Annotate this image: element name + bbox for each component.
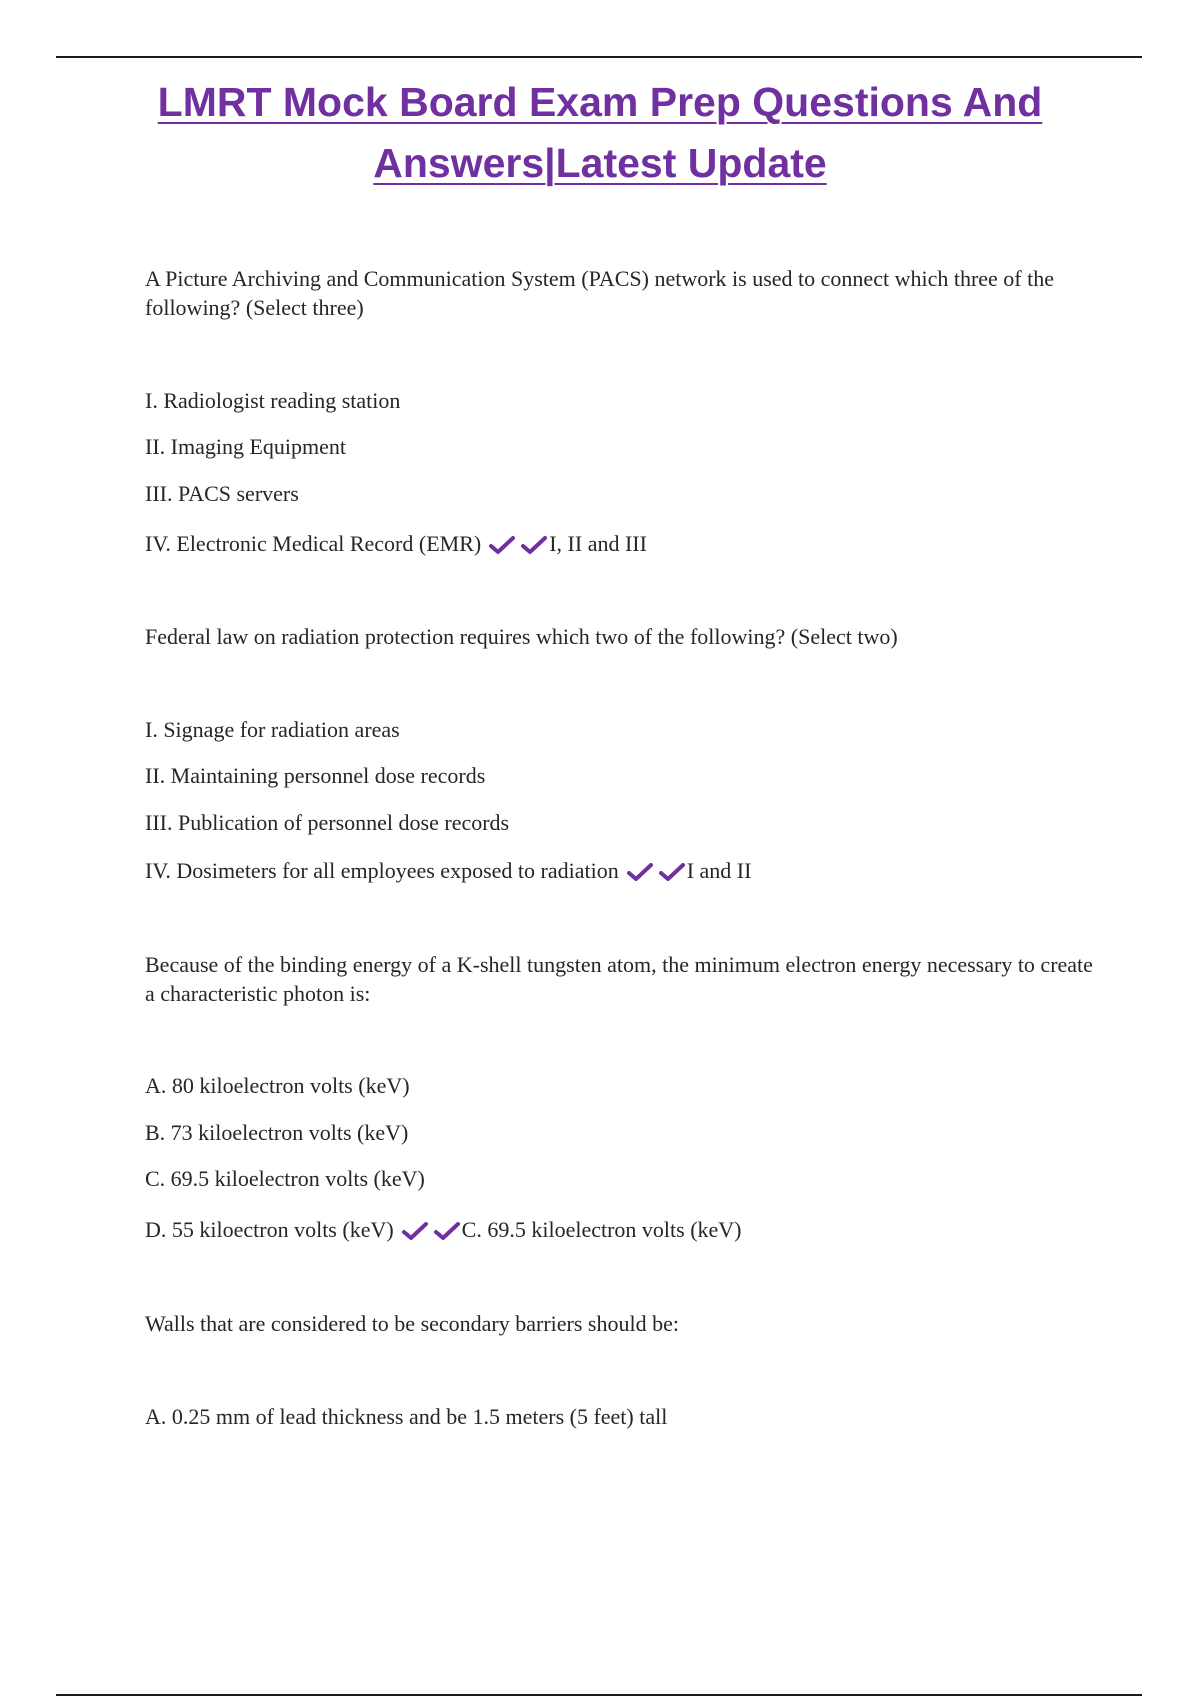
check-icon xyxy=(434,1221,460,1241)
question-1-prompt: A Picture Archiving and Communication System (PACS) network is used to connect which three of the following? (Select three) xyxy=(145,266,1055,320)
question-2-answer: I and II xyxy=(686,858,752,883)
question-4-prompt: Walls that are considered to be secondary barriers should be: xyxy=(145,1311,679,1336)
question-2-option-1: I. Signage for radiation areas xyxy=(145,717,400,742)
question-2-option-2: II. Maintaining personnel dose records xyxy=(145,763,486,788)
question-1-option-2: II. Imaging Equipment xyxy=(145,434,347,459)
question-1-answer: I, II and III xyxy=(549,531,647,556)
check-icon xyxy=(627,862,653,882)
question-2-option-3: III. Publication of personnel dose records xyxy=(145,810,510,835)
question-3-option-3: C. 69.5 kiloelectron volts (keV) xyxy=(145,1166,425,1191)
top-rule xyxy=(56,56,1142,58)
answer-checkmarks xyxy=(402,1219,460,1248)
question-2-option-4: IV. Dosimeters for all employees exposed to radiation xyxy=(145,858,619,883)
question-2-prompt: Federal law on radiation protection requires which two of the following? (Select two) xyxy=(145,624,898,649)
question-3-option-4-with-answer xyxy=(145,1215,742,1248)
check-icon xyxy=(489,535,515,555)
question-2-option-4-with-answer xyxy=(145,856,751,889)
question-1-option-4-with-answer xyxy=(145,529,647,562)
title-line-2: Answers|Latest Update xyxy=(373,140,827,186)
check-icon xyxy=(402,1221,428,1241)
question-3-prompt: Because of the binding energy of a K-shell tungsten atom, the minimum electron energy necessary to create a characteristic photon is: xyxy=(145,952,1093,1006)
document-title xyxy=(100,72,1100,194)
answer-checkmarks xyxy=(627,860,685,889)
question-4-option-1: A. 0.25 mm of lead thickness and be 1.5 meters (5 feet) tall xyxy=(145,1404,668,1429)
bottom-rule xyxy=(56,1694,1142,1696)
question-3-option-4: D. 55 kiloectron volts (keV) xyxy=(145,1217,394,1242)
answer-checkmarks xyxy=(489,533,547,562)
question-3-option-1: A. 80 kiloelectron volts (keV) xyxy=(145,1073,410,1098)
check-icon xyxy=(521,535,547,555)
question-1-option-1: I. Radiologist reading station xyxy=(145,388,401,413)
question-3-answer: C. 69.5 kiloelectron volts (keV) xyxy=(461,1217,742,1242)
question-1-option-4: IV. Electronic Medical Record (EMR) xyxy=(145,531,482,556)
question-3-option-2: B. 73 kiloelectron volts (keV) xyxy=(145,1120,409,1145)
check-icon xyxy=(659,862,685,882)
question-1-option-3: III. PACS servers xyxy=(145,481,299,506)
title-line-1: LMRT Mock Board Exam Prep Questions And xyxy=(157,79,1043,125)
